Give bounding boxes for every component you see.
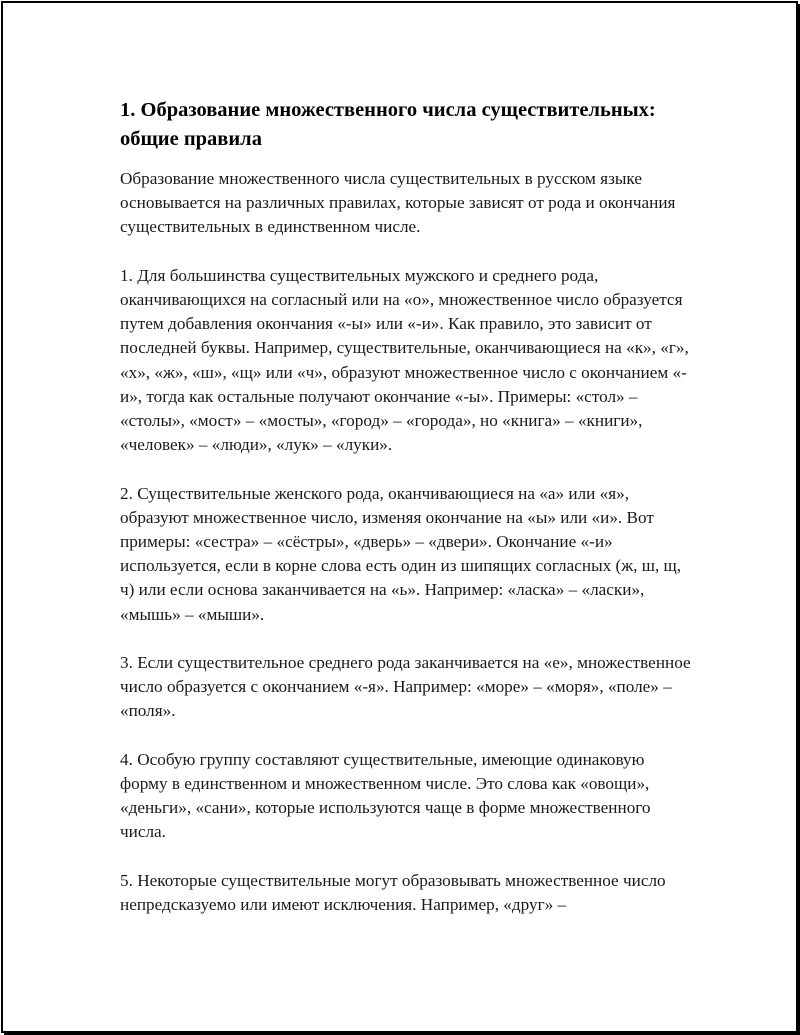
rule-paragraph-5: 5. Некоторые существительные могут образовывать множественное число непредсказуемо или имеют исключения. Например, «друг» – <box>120 870 666 915</box>
rule-paragraph-2: 2. Существительные женского рода, оканчивающиеся на «а» или «я», образуют множественное число, изменяя окончание на «ы» или «и». Вот примеры: «сестра» – «сёстры», «дверь» – «двери». Окончание «-и» используется, если в корне слова есть один из шипящих согласных (ж, ш, щ, ч) или если основа заканчивается на «ь». Например: «ласка» – «ласки», «мышь» – «мыши». <box>120 483 682 624</box>
document-page <box>1 1 798 1033</box>
section-heading: 1. Образование множественного числа существительных: общие правила <box>120 99 656 150</box>
rule-paragraph-1: 1. Для большинства существительных мужского и среднего рода, оканчивающихся на согласный или на «о», множественное число образуется путем добавления окончания «-ы» или «-и». Как правило, это зависит от последней буквы. Например, существительные, оканчивающиеся на «к», «г», «х», «ж», «ш», «щ» или «ч», образуют множественное число с окончанием «-и», тогда как остальные получают окончание «-ы». Примеры: «стол» – «столы», «мост» – «мосты», «город» – «города», но «книга» – «книги», «человек» – «люди», «лук» – «луки». <box>120 265 689 455</box>
document-body <box>120 96 695 941</box>
rule-paragraph-3: 3. Если существительное среднего рода заканчивается на «е», множественное число образуется с окончанием «-я». Например: «море» – «моря», «поле» – «поля». <box>120 653 691 721</box>
rule-paragraph-4: 4. Особую группу составляют существительные, имеющие одинаковую форму в единственном и множественном числе. Это слова как «овощи», «деньги», «сани», которые используются чаще в форме множественного числа. <box>120 749 651 842</box>
intro-paragraph: Образование множественного числа существительных в русском языке основывается на различных правилах, которые зависят от рода и окончания существительных в единственном числе. <box>120 169 676 237</box>
